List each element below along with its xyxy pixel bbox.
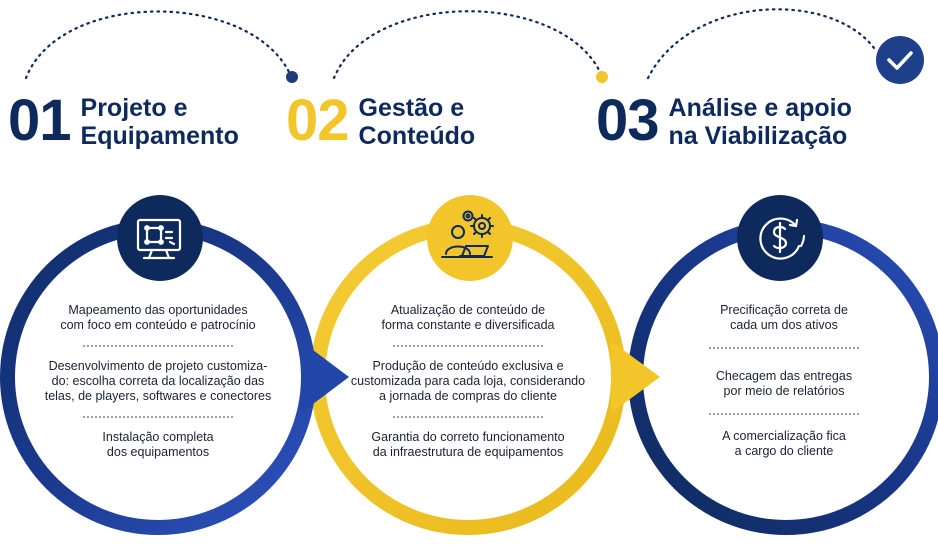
step-3-content: [686, 303, 882, 459]
step-2-icon-badge: [427, 195, 513, 281]
step-2-header: [286, 88, 476, 153]
step-1-header: [8, 88, 239, 153]
divider: [83, 345, 233, 347]
step-1-item: Instalação completa dos equipamentos: [102, 430, 214, 459]
step-3-item: Checagem das entregas por meio de relatórios: [715, 369, 853, 398]
step-3-item: A comercialização fica a cargo do cliente: [722, 429, 846, 458]
dotted-arc-3: [648, 9, 874, 78]
step-3-item: Precificação correta de cada um dos ativos: [720, 303, 848, 332]
step-1-item: Mapeamento das oportunidades com foco em conteúdo e patrocínio: [60, 303, 256, 332]
step-1-title: Projeto e Equipamento: [80, 94, 239, 150]
divider: [709, 413, 859, 415]
divider: [709, 347, 859, 349]
step-2-title: Gestão e Conteúdo: [358, 94, 476, 150]
step-3-number: 03: [596, 88, 659, 153]
arc-dot-1: [286, 71, 298, 83]
step-1-item: Desenvolvimento de projeto customiza- do: escolha correta da localização das telas, de players, softwares e conectores: [44, 359, 272, 403]
dotted-arc-2: [334, 11, 600, 78]
step-1-number: 01: [8, 88, 71, 153]
step-2-number: 02: [286, 88, 349, 153]
step-2-item: Garantia do correto funcionamento da infraestrutura de equipamentos: [371, 430, 565, 459]
end-check-circle: [876, 36, 924, 84]
step-3-header: [596, 88, 852, 153]
step-2-item: Produção de conteúdo exclusiva e customizada para cada loja, considerando a jornada de compras do cliente: [350, 359, 586, 403]
step-2-item: Atualização de conteúdo de forma constante e diversificada: [381, 303, 555, 332]
step-2-content: [344, 303, 592, 460]
divider: [393, 345, 543, 347]
divider: [83, 416, 233, 418]
divider: [393, 416, 543, 418]
step-1-content: [38, 303, 278, 460]
arc-dot-2: [596, 71, 608, 83]
dotted-arc-1: [26, 11, 290, 78]
step-3-title: Análise e apoio na Viabilização: [668, 94, 852, 150]
